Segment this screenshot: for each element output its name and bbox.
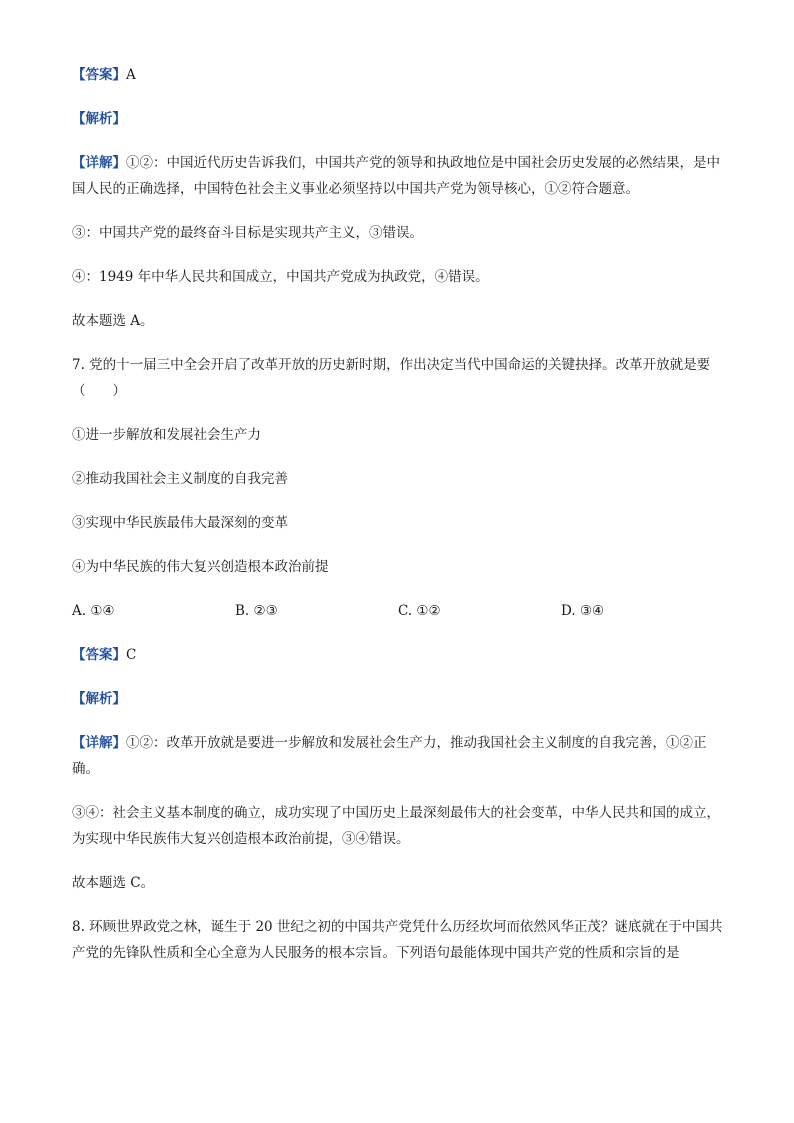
question-7-options xyxy=(72,598,724,624)
question-8-stem: 8. 环顾世界政党之林，诞生于 20 世纪之初的中国共产党凭什么历经坎坷而依然风华正茂？谜底就在于中国共产党的先锋队性质和全心全意为人民服务的根本宗旨。下列语句最能体现中国共产党的性质和宗旨的是 xyxy=(72,919,723,961)
detail-paragraph xyxy=(72,150,724,202)
question-7-item-3: ③实现中华民族最伟大最深刻的变革 xyxy=(72,515,288,531)
detail-tag: 【详解】 xyxy=(72,155,126,171)
question-7-item-2: ②推动我国社会主义制度的自我完善 xyxy=(72,471,288,487)
answer-line-2 xyxy=(72,642,724,668)
option-a: A. ①④ xyxy=(72,603,115,619)
conclusion-2: 故本题选 C。 xyxy=(72,875,155,891)
analysis-tag: 【解析】 xyxy=(72,691,126,707)
detail-text: ①②：改革开放就是要进一步解放和发展社会生产力，推动我国社会主义制度的自我完善，①②正确。 xyxy=(72,735,707,777)
analysis-tag: 【解析】 xyxy=(72,111,126,127)
detail-paragraph-2 xyxy=(72,730,724,782)
detail-text: ①②：中国近代历史告诉我们，中国共产党的领导和执政地位是中国社会历史发展的必然结果，是中国人民的正确选择，中国特色社会主义事业必须坚持以中国共产党为领导核心，①②符合题意。 xyxy=(72,155,720,197)
answer-tag: 【答案】 xyxy=(72,67,126,83)
option-c: C. ①② xyxy=(398,603,441,619)
conclusion: 故本题选 A。 xyxy=(72,313,154,329)
analysis-line-4: ④：1949 年中华人民共和国成立，中国共产党成为执政党，④错误。 xyxy=(72,269,489,285)
analysis-line-34: ③④：社会主义基本制度的确立，成功实现了中国历史上最深刻最伟大的社会变革，中华人民共和国的成立，为实现中华民族伟大复兴创造根本政治前提，③④错误。 xyxy=(72,805,720,847)
option-d: D. ③④ xyxy=(561,603,605,619)
analysis-heading-2 xyxy=(72,686,724,712)
answer-value: A xyxy=(126,67,136,83)
detail-tag: 【详解】 xyxy=(72,735,126,751)
question-7-item-1: ①进一步解放和发展社会生产力 xyxy=(72,427,261,443)
analysis-line-3: ③：中国共产党的最终奋斗目标是实现共产主义，③错误。 xyxy=(72,225,423,241)
option-b: B. ②③ xyxy=(235,603,278,619)
document-page xyxy=(72,62,724,984)
answer-line xyxy=(72,62,724,88)
answer-value: C xyxy=(126,647,137,663)
answer-tag: 【答案】 xyxy=(72,647,126,663)
analysis-heading xyxy=(72,106,724,132)
question-7-stem: 7. 党的十一届三中全会开启了改革开放的历史新时期，作出决定当代中国命运的关键抉择。改革开放就是要（ ） xyxy=(72,357,711,399)
question-7-item-4: ④为中华民族的伟大复兴创造根本政治前提 xyxy=(72,559,329,575)
